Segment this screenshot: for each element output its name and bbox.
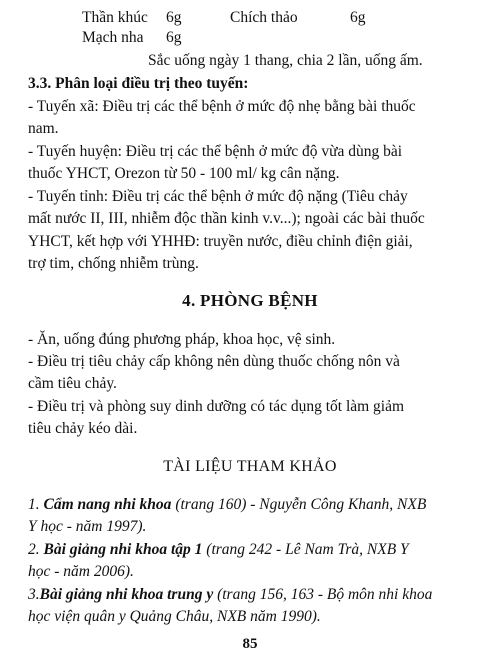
paragraph-line: - Điều trị tiêu chảy cấp không nên dùng thuốc chống nôn và bbox=[28, 353, 400, 370]
reference-number: 2. bbox=[28, 541, 40, 558]
references-heading: TÀI LIỆU THAM KHẢO bbox=[163, 458, 337, 475]
reference-item bbox=[28, 540, 409, 560]
herb-quantity: 6g bbox=[166, 29, 182, 46]
page-number: 85 bbox=[242, 636, 258, 652]
reference-title: Bài giảng nhi khoa tập 1 bbox=[43, 541, 203, 558]
herb-name: Chích thảo bbox=[230, 9, 298, 26]
paragraph-line: nam. bbox=[28, 120, 59, 137]
reference-number: 3. bbox=[28, 586, 40, 603]
paragraph-line: - Tuyến tỉnh: Điều trị các thể bệnh ở mức độ nặng (Tiêu chảy bbox=[28, 188, 408, 205]
reference-detail: (trang 156, 163 - Bộ môn nhi khoa bbox=[217, 586, 433, 603]
paragraph-line: mất nước II, III, nhiễm độc thần kinh v.v...); ngoài các bài thuốc bbox=[28, 210, 425, 227]
herb-quantity: 6g bbox=[350, 9, 366, 26]
dosage-instruction: Sắc uống ngày 1 thang, chia 2 lần, uống ấm. bbox=[148, 52, 423, 69]
paragraph-line: YHCT, kết hợp với YHHĐ: truyền nước, điều chỉnh điện giải, bbox=[28, 233, 413, 250]
reference-detail: học - năm 2006). bbox=[28, 563, 134, 580]
paragraph-line: tiêu chảy kéo dài. bbox=[28, 420, 138, 437]
paragraph-line: trợ tim, chống nhiễm trùng. bbox=[28, 255, 199, 272]
reference-item bbox=[28, 585, 432, 605]
herb-quantity: 6g bbox=[166, 9, 182, 26]
herb-name: Mạch nha bbox=[82, 29, 144, 46]
reference-detail: (trang 242 - Lê Nam Trà, NXB Y bbox=[206, 541, 409, 558]
paragraph-line: - Điều trị và phòng suy dinh dưỡng có tác dụng tốt làm giảm bbox=[28, 398, 405, 415]
paragraph-line: - Ăn, uống đúng phương pháp, khoa học, vệ sinh. bbox=[28, 331, 336, 348]
reference-title: Bài giảng nhi khoa trung y bbox=[39, 586, 214, 603]
reference-detail: (trang 160) - Nguyễn Công Khanh, NXB bbox=[175, 496, 427, 513]
herb-name: Thần khúc bbox=[82, 9, 148, 26]
reference-number: 1. bbox=[28, 496, 40, 513]
section-title: 4. PHÒNG BỆNH bbox=[182, 291, 318, 310]
paragraph-line: - Tuyến huyện: Điều trị các thể bệnh ở mức độ vừa dùng bài bbox=[28, 143, 403, 160]
section-heading: 3.3. Phân loại điều trị theo tuyến: bbox=[28, 75, 249, 92]
reference-item bbox=[28, 495, 426, 515]
reference-detail: Y học - năm 1997). bbox=[28, 518, 147, 535]
paragraph-line: cầm tiêu chảy. bbox=[28, 375, 117, 392]
paragraph-line: - Tuyến xã: Điều trị các thể bệnh ở mức độ nhẹ bằng bài thuốc bbox=[28, 98, 416, 115]
reference-detail: học viện quân y Quảng Châu, NXB năm 1990). bbox=[28, 608, 321, 625]
paragraph-line: thuốc YHCT, Orezon từ 50 - 100 ml/ kg cân nặng. bbox=[28, 165, 340, 182]
reference-title: Cẩm nang nhi khoa bbox=[43, 496, 172, 513]
